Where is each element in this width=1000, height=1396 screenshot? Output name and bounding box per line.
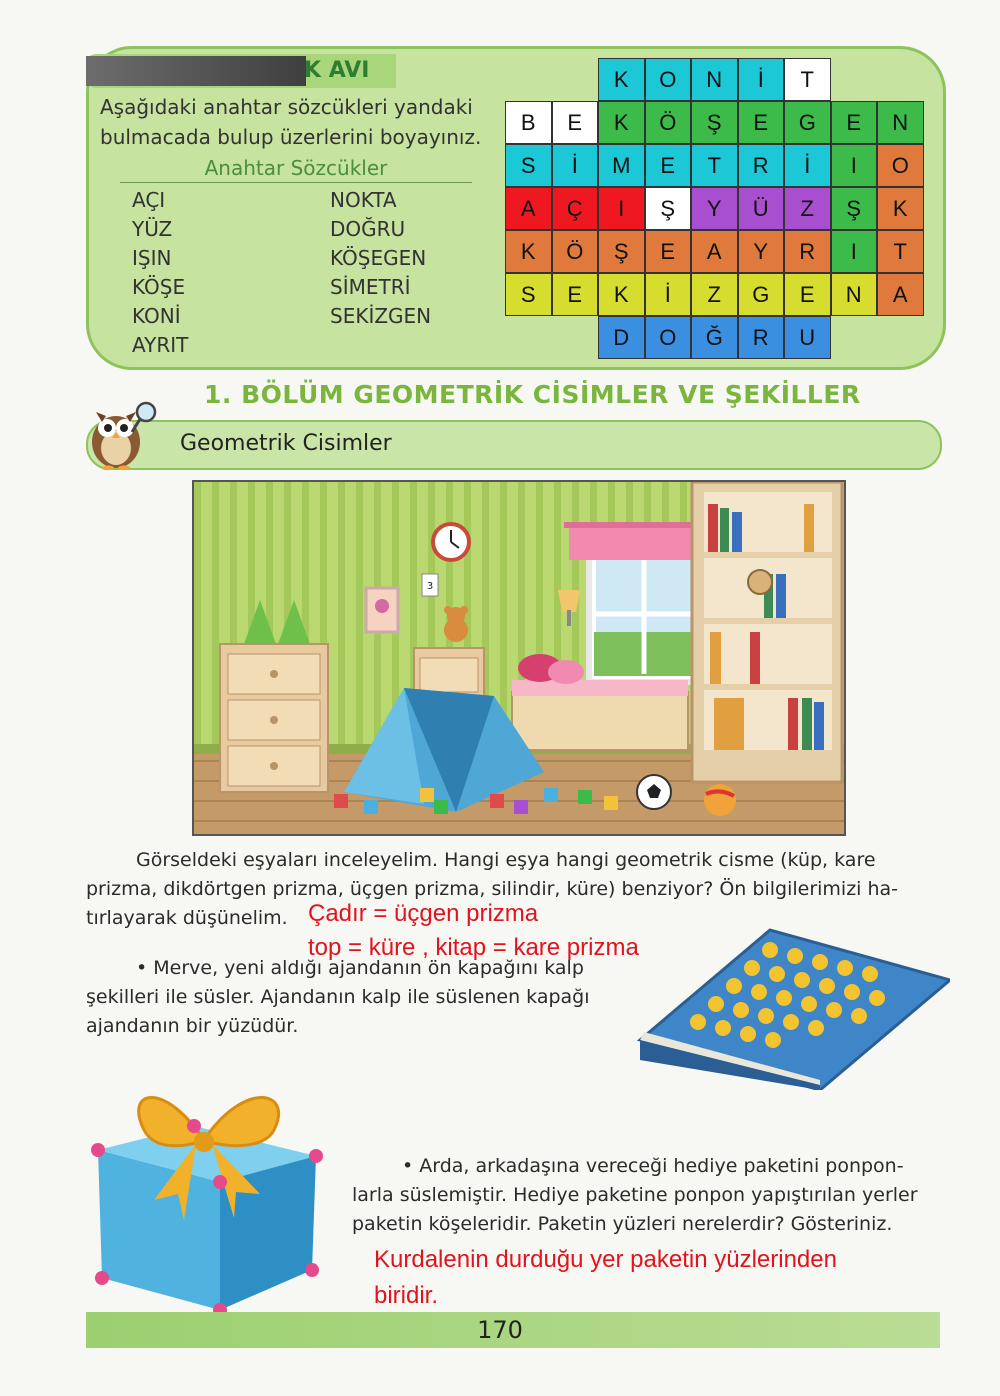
keywords-right-list [330, 186, 431, 331]
grid-cell: İ [738, 58, 785, 101]
handwritten-answer-1 [308, 900, 639, 962]
grid-cell: I [831, 230, 878, 273]
grid-cell: K [877, 187, 924, 230]
grid-cell: Ğ [691, 316, 738, 359]
keyword: AYRIT [132, 333, 189, 357]
grid-cell: Ş [691, 101, 738, 144]
grid-cell: E [831, 101, 878, 144]
grid-cell: E [738, 101, 785, 144]
grid-cell: O [645, 58, 692, 101]
calendar-number: 3 [426, 581, 434, 592]
grid-cell: T [691, 144, 738, 187]
paragraph-line: Görseldeki eşyaları inceleyelim. Hangi eşya hangi geometrik cisme (küp, kare [136, 849, 876, 871]
keywords-heading: Anahtar Sözcükler [120, 156, 472, 183]
section-title: 1. BÖLÜM GEOMETRİK CİSİMLER VE ŞEKİLLER [204, 380, 861, 409]
grid-cell: I [598, 187, 645, 230]
grid-cell: T [877, 230, 924, 273]
grid-cell: N [877, 101, 924, 144]
grid-cell: D [598, 316, 645, 359]
grid-cell: E [645, 230, 692, 273]
room-illustration [192, 480, 846, 836]
answer-line: Kurdalenin durduğu yer paketin yüzlerinden [374, 1246, 837, 1273]
grid-cell: Ş [831, 187, 878, 230]
grid-cell: Ç [552, 187, 599, 230]
keyword: DOĞRU [330, 217, 406, 241]
grid-cell: N [831, 273, 878, 316]
paragraph-gift [352, 1152, 952, 1239]
subsection-title: Geometrik Cisimler [180, 431, 392, 456]
answer-line: Çadır = üçgen prizma [308, 900, 539, 927]
grid-cell: R [738, 144, 785, 187]
grid-cell: B [505, 101, 552, 144]
grid-cell: R [784, 230, 831, 273]
grid-cell: Z [784, 187, 831, 230]
word-search-instructions [100, 92, 490, 152]
grid-cell: K [505, 230, 552, 273]
instruction-line-1: Aşağıdaki anahtar sözcükleri yandaki [100, 95, 473, 119]
answer-line: biridir. [374, 1282, 439, 1309]
grid-cell: Y [738, 230, 785, 273]
keyword: SİMETRİ [330, 275, 411, 299]
keyword: IŞIN [132, 246, 172, 270]
grid-cell: A [877, 273, 924, 316]
grid-cell: Ö [645, 101, 692, 144]
grid-cell: O [877, 144, 924, 187]
paragraph-line: prizma, dikdörtgen prizma, üçgen prizma, silindir, küre) benziyor? Ön bilgilerimizi ha- [86, 878, 899, 900]
grid-cell: K [598, 273, 645, 316]
grid-cell: A [691, 230, 738, 273]
grid-cell: N [691, 58, 738, 101]
grid-cell: O [645, 316, 692, 359]
keywords-left-list [132, 186, 188, 360]
answer-line: top = küre , kitap = kare prizma [308, 934, 639, 961]
keyword: SEKİZGEN [330, 304, 432, 328]
grid-cell: Ş [598, 230, 645, 273]
grid-cell: E [645, 144, 692, 187]
grid-cell: Y [691, 187, 738, 230]
grid-cell: İ [552, 144, 599, 187]
page-number: 170 [477, 1316, 523, 1344]
grid-cell: Z [691, 273, 738, 316]
grid-cell: K [598, 58, 645, 101]
handwritten-answer-2 [374, 1242, 837, 1314]
grid-cell: K [598, 101, 645, 144]
keyword: NOKTA [330, 188, 397, 212]
keyword: KÖŞE [132, 275, 186, 299]
grid-cell: S [505, 144, 552, 187]
keyword: KÖŞEGEN [330, 246, 427, 270]
grid-cell: Ü [738, 187, 785, 230]
grid-cell: T [784, 58, 831, 101]
keyword: YÜZ [132, 217, 173, 241]
paragraph-line: ajandanın bir yüzüdür. [86, 1015, 299, 1037]
paragraph-line: paketin köşeleridir. Paketin yüzleri nerelerdir? Gösteriniz. [352, 1213, 893, 1235]
grid-cell: R [738, 316, 785, 359]
grid-cell: A [505, 187, 552, 230]
grid-cell: İ [645, 273, 692, 316]
grid-cell: G [784, 101, 831, 144]
grid-cell: M [598, 144, 645, 187]
book-illustration [630, 920, 950, 1090]
grid-cell: E [552, 273, 599, 316]
paragraph-line: larla süslemiştir. Hediye paketine ponpon yapıştırılan yerler [352, 1184, 918, 1206]
grid-cell: Ö [552, 230, 599, 273]
paragraph-line: • Merve, yeni aldığı ajandanın ön kapağını kalp [136, 957, 584, 979]
grid-cell: G [738, 273, 785, 316]
grid-cell: E [784, 273, 831, 316]
keyword: KONİ [132, 304, 181, 328]
paragraph-line: şekilleri ile süsler. Ajandanın kalp ile süslenen kapağı [86, 986, 590, 1008]
grid-cell: Ş [645, 187, 692, 230]
grid-cell: S [505, 273, 552, 316]
grid-cell: U [784, 316, 831, 359]
word-search-title-band [86, 56, 306, 86]
paragraph-agenda [86, 954, 626, 1041]
paragraph-line: • Arda, arkadaşına vereceği hediye paketini ponpon- [402, 1155, 904, 1177]
keyword: AÇI [132, 188, 166, 212]
grid-cell: I [831, 144, 878, 187]
grid-cell: E [552, 101, 599, 144]
instruction-line-2: bulmacada bulup üzerlerini boyayınız. [100, 125, 482, 149]
grid-cell: İ [784, 144, 831, 187]
gift-box-illustration [84, 1070, 324, 1320]
owl-mascot-icon [84, 398, 164, 470]
paragraph-line: tırlayarak düşünelim. [86, 907, 288, 929]
word-search-title: K AVI [304, 58, 370, 83]
word-search-grid [505, 58, 925, 358]
